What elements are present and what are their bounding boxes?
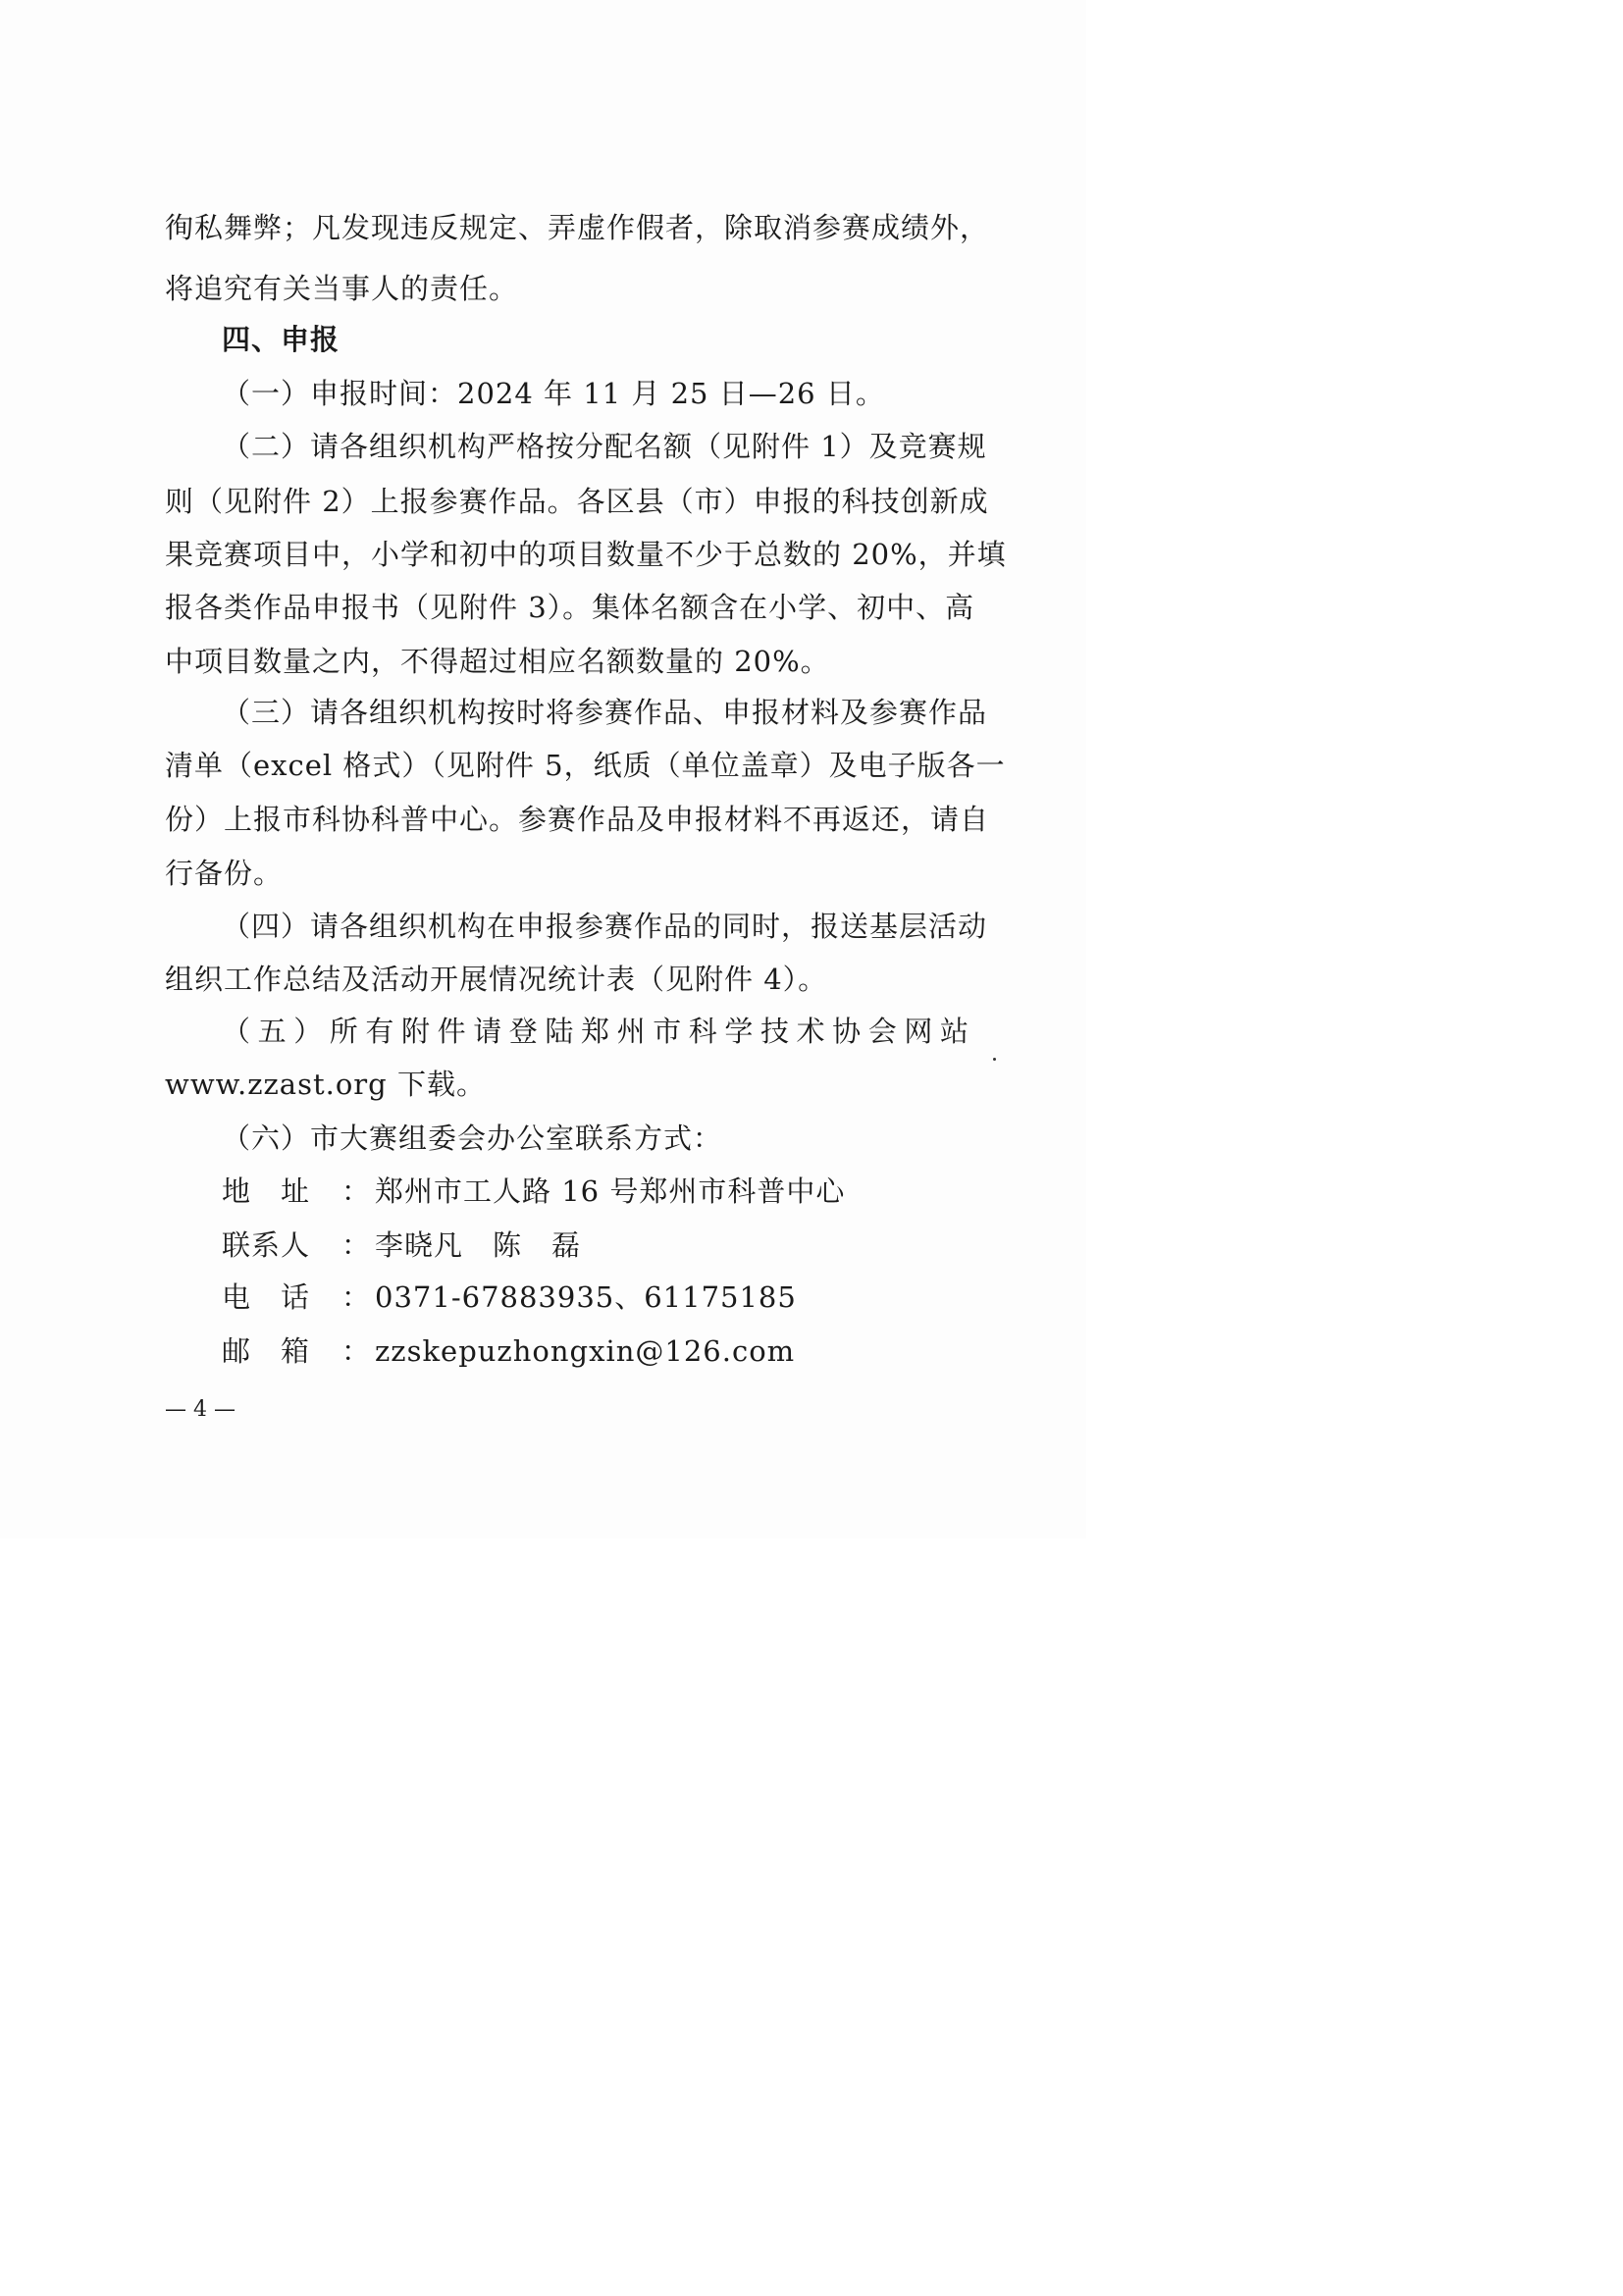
email-colon: ： — [341, 1334, 372, 1368]
item-5-line-1: （五）所有附件请登陆郑州市科学技术协会网站 — [222, 1015, 969, 1048]
document-page — [0, 0, 1086, 1539]
phone-colon: ： — [341, 1280, 372, 1314]
page-number: — 4 — — [165, 1397, 236, 1422]
contact-address — [222, 1172, 969, 1211]
item-3-line-4: 行备份。 — [165, 857, 284, 890]
contact-email — [222, 1331, 969, 1371]
contact-person — [222, 1226, 969, 1265]
item-3-line-3: 份）上报市科协科普中心。参赛作品及申报材料不再返还，请自 — [165, 803, 990, 836]
address-label: 地 址 — [222, 1174, 311, 1208]
item-2-line-4: 报各类作品申报书（见附件 3）。集体名额含在小学、初中、高 — [165, 591, 975, 624]
item-2-line-1: （二）请各组织机构严格按分配名额（见附件 1）及竞赛规 — [222, 430, 987, 463]
contact-person-2: 陈 磊 — [493, 1228, 582, 1262]
body-line-2: 将追究有关当事人的责任。 — [165, 272, 519, 305]
item-1: （一）申报时间：2024 年 11 月 25 日—26 日。 — [222, 377, 885, 410]
item-3-line-1: （三）请各组织机构按时将参赛作品、申报材料及参赛作品 — [222, 696, 988, 729]
contact-person-1: 李晓凡 — [375, 1228, 464, 1262]
item-4-line-1: （四）请各组织机构在申报参赛作品的同时，报送基层活动 — [222, 910, 988, 943]
contact-phone — [222, 1278, 969, 1317]
section-heading: 四、申报 — [222, 323, 340, 356]
address-colon: ： — [341, 1174, 372, 1208]
item-3-line-2: 清单（excel 格式）（见附件 5，纸质（单位盖章）及电子版各一 — [165, 749, 1006, 782]
item-5-line-2: www.zzast.org 下载。 — [165, 1068, 486, 1101]
address-value: 郑州市工人路 16 号郑州市科普中心 — [375, 1174, 846, 1208]
phone-label: 电 话 — [222, 1280, 311, 1314]
body-line-1: 徇私舞弊；凡发现违反规定、弄虚作假者，除取消参赛成绩外， — [165, 211, 990, 244]
person-label: 联系人 — [222, 1228, 311, 1262]
email-value: zzskepuzhongxin@126.com — [375, 1334, 796, 1368]
scan-speck — [993, 1058, 996, 1061]
item-2-line-2: 则（见附件 2）上报参赛作品。各区县（市）申报的科技创新成 — [165, 485, 989, 518]
item-6: （六）市大赛组委会办公室联系方式： — [222, 1122, 723, 1155]
phone-value: 0371-67883935、61175185 — [375, 1280, 797, 1314]
item-4-line-2: 组织工作总结及活动开展情况统计表（见附件 4）。 — [165, 963, 828, 996]
item-2-line-5: 中项目数量之内，不得超过相应名额数量的 20%。 — [165, 645, 830, 678]
person-colon: ： — [341, 1228, 372, 1262]
item-2-line-3: 果竞赛项目中，小学和初中的项目数量不少于总数的 20%，并填 — [165, 538, 1007, 571]
email-label: 邮 箱 — [222, 1334, 311, 1368]
